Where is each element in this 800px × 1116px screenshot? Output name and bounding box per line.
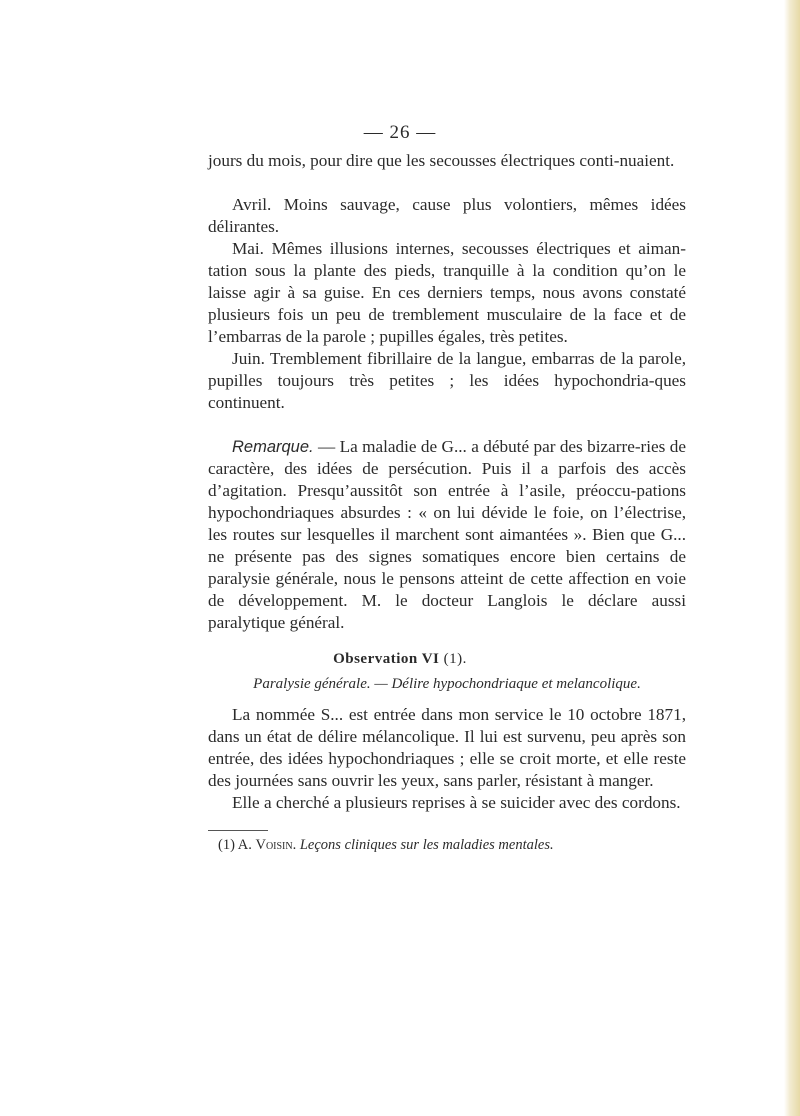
footnote-number: (1) A. <box>218 837 256 853</box>
paragraph-1: jours du mois, pour dire que les secousses électriques conti-nuaient. <box>208 151 675 170</box>
observation-heading <box>0 651 800 668</box>
footnote-title: Leçons cliniques sur les maladies mentales. <box>296 837 554 853</box>
observation-footnote-ref: (1). <box>439 651 467 667</box>
paragraph-mai: Mai. Mêmes illusions internes, secousses électriques et aiman-tation sous la plante des pieds, tranquille à la condition qu’on le laisse agir à sa guise. En ces derniers temps, nous avons constaté plusieurs fois un peu de tremblement musculaire de la face et de l’embarras de la parole ; pupilles égales, très petites. <box>208 239 686 346</box>
paragraph-avril: Avril. Moins sauvage, cause plus volontiers, mêmes idées délirantes. <box>208 195 686 236</box>
observation-subtitle: Paralysie générale. — Délire hypochondriaque et melancolique. <box>253 676 641 692</box>
paragraph-juin: Juin. Tremblement fibrillaire de la langue, embarras de la parole, pupilles toujours très petites ; les idées hypochondria-ques continuent. <box>208 349 686 412</box>
footnote-author: Voisin. <box>255 837 297 853</box>
remark-text: — La maladie de G... a débuté par des bizarre-ries de caractère, des idées de persécution. Puis il a parfois des accès d’agitation. Presqu’aussitôt son entrée à l’asile, préoccu-pations hypochondriaques absurdes : « on lui dévide le foie, on l’électrise, les routes sur lesquelles il marchent sont aimantées ». Bien que G... ne présente pas des signes somatiques encore bien certains de paralysie générale, nous le pensons atteint de cette affection en voie de développement. M. le docteur Langlois le déclare aussi paralytique général. <box>208 437 686 632</box>
observation-title: Observation VI <box>333 651 440 667</box>
footnote-rule <box>208 830 268 831</box>
paragraph-remarque <box>208 436 686 634</box>
page-number: — 26 — <box>363 122 437 143</box>
footnote <box>218 836 688 854</box>
paragraph-suicide: Elle a cherché a plusieurs reprises à se suicider avec des cordons. <box>232 793 681 812</box>
remark-label: Remarque. <box>232 438 314 456</box>
page-edge <box>784 0 800 1116</box>
paragraph-case: La nommée S... est entrée dans mon service le 10 octobre 1871, dans un état de délire mélancolique. Il lui est survenu, peu après son entrée, des idées hypochondriaques ; elle se croit morte, et elle reste des journées sans ouvrir les yeux, sans parler, résistant à manger. <box>208 705 686 790</box>
